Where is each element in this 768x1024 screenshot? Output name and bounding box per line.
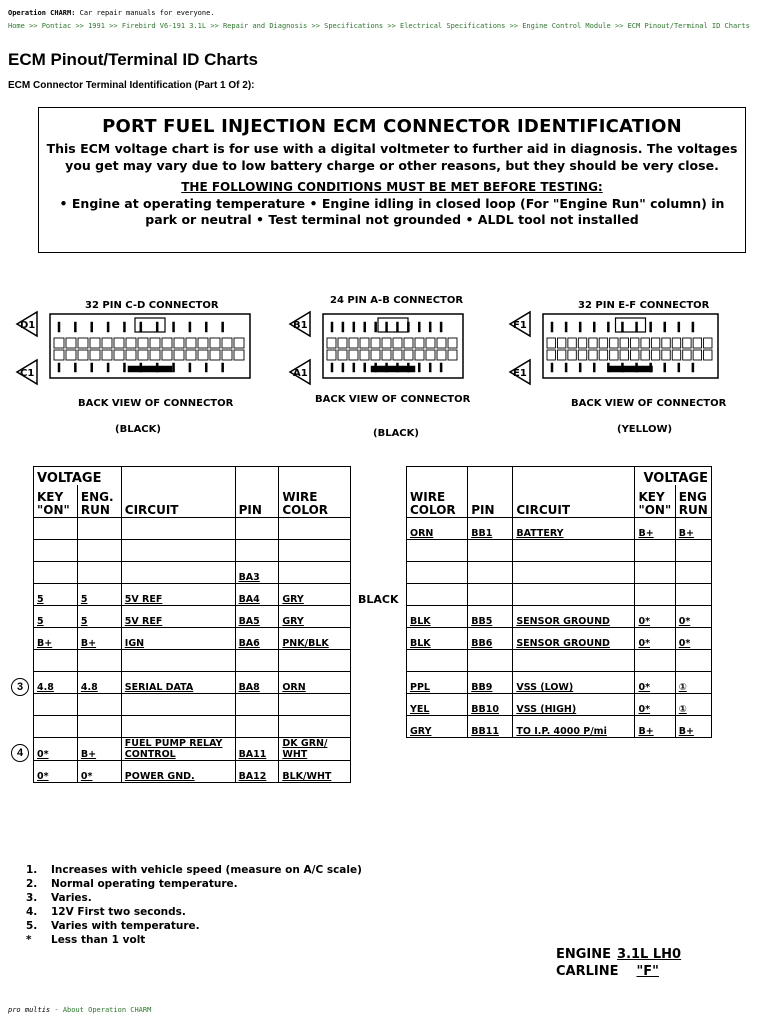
cell-text: POWER GND. [124, 771, 195, 782]
cell-text: B+ [678, 528, 694, 539]
table-cell [407, 672, 468, 694]
table-cell [77, 628, 121, 650]
connector-caption: BACK VIEW OF CONNECTOR [571, 398, 727, 409]
breadcrumb-link[interactable]: Electrical Specifications [400, 22, 506, 30]
table-cell [77, 672, 121, 694]
breadcrumb-sep: >> [206, 22, 223, 30]
note-text: 12V First two seconds. [51, 906, 186, 918]
cell-text: ① [678, 704, 687, 715]
connector-color: (BLACK) [115, 424, 161, 435]
connector-title: 24 PIN A-B CONNECTOR [330, 295, 464, 306]
cell-text: DK GRN/ WHT [282, 738, 328, 760]
table-cell [468, 716, 513, 738]
header-spacer [235, 467, 279, 486]
table-cell [513, 628, 635, 650]
table-cell [279, 628, 351, 650]
table-cell [675, 584, 711, 606]
table-cell [235, 694, 279, 716]
header-spacer [121, 467, 235, 486]
cell-text: ORN [410, 528, 434, 539]
table-row [34, 518, 351, 540]
table-cell [77, 738, 121, 761]
table-cell [513, 562, 635, 584]
cell-text: 0* [80, 771, 93, 782]
cell-text: B+ [37, 638, 53, 649]
table-cell [279, 738, 351, 761]
table-row [34, 650, 351, 672]
cell-text: 5 [37, 616, 44, 627]
cell-text: BA11 [238, 749, 267, 760]
breadcrumb-sep: >> [24, 22, 42, 30]
table-cell [34, 738, 78, 761]
right-voltage-table [406, 466, 712, 738]
cell-text: BA6 [238, 638, 260, 649]
table-cell [235, 562, 279, 584]
page-title: ECM Pinout/Terminal ID Charts [8, 50, 258, 69]
table-cell [235, 716, 279, 738]
table-cell [407, 584, 468, 606]
table-cell [279, 650, 351, 672]
connector-color: (YELLOW) [617, 424, 673, 435]
cell-text: YEL [410, 704, 430, 715]
table-row [34, 738, 351, 761]
table-cell [34, 650, 78, 672]
table-cell [513, 650, 635, 672]
table-cell [235, 540, 279, 562]
table-cell [675, 540, 711, 562]
site-tagline: Car repair manuals for everyone. [79, 9, 215, 17]
connector-pin-label: C1 [20, 368, 35, 379]
table-row [34, 761, 351, 783]
breadcrumb-link[interactable]: 1991 [88, 22, 105, 30]
table-cell [675, 694, 711, 716]
breadcrumb-link[interactable]: Specifications [324, 22, 384, 30]
table-row [34, 716, 351, 738]
cell-text: BATTERY [516, 528, 564, 539]
table-cell [468, 584, 513, 606]
cell-text: 5 [80, 594, 88, 605]
note-number: 3. [26, 892, 38, 904]
cell-text: BB5 [471, 616, 493, 627]
header-spacer [468, 467, 513, 486]
table-cell [77, 761, 121, 783]
note-number: 1. [26, 864, 38, 876]
table-row [407, 716, 712, 738]
table-row [407, 540, 712, 562]
table-cell [675, 650, 711, 672]
cell-text: SENSOR GROUND [516, 638, 610, 649]
column-header: CIRCUIT [121, 485, 235, 518]
breadcrumb-sep: >> [610, 22, 628, 30]
table-cell [121, 584, 235, 606]
table-cell [468, 606, 513, 628]
table-cell [34, 716, 78, 738]
header-spacer [407, 467, 468, 486]
table-row [34, 672, 351, 694]
table-cell [279, 672, 351, 694]
table-row [407, 562, 712, 584]
cell-text: 0* [37, 771, 49, 782]
note-text: Normal operating temperature. [51, 878, 238, 890]
breadcrumb-link[interactable]: Engine Control Module [522, 22, 611, 30]
cell-text: ① [678, 682, 687, 693]
breadcrumb-sep: >> [505, 22, 523, 30]
column-header: PIN [235, 485, 279, 518]
table-cell [468, 694, 513, 716]
cell-text: B+ [80, 749, 97, 760]
header-spacer [513, 467, 635, 486]
column-header: WIRE COLOR [279, 485, 351, 518]
cell-text: GRY [410, 726, 432, 737]
black-label: BLACK [358, 593, 399, 606]
table-cell [635, 540, 675, 562]
cell-text: SENSOR GROUND [516, 616, 610, 627]
cell-text: PNK/BLK [282, 638, 329, 649]
table-row [407, 628, 712, 650]
site-header [8, 9, 215, 17]
table-cell [235, 628, 279, 650]
left-voltage-table [33, 466, 351, 783]
table-row [34, 606, 351, 628]
table-header-row [34, 485, 351, 518]
cell-text: B+ [638, 726, 654, 737]
note-text: Varies with temperature. [51, 920, 200, 932]
table-cell [121, 606, 235, 628]
voltage-header: VOLTAGE [635, 467, 712, 486]
table-cell [235, 518, 279, 540]
table-row [407, 518, 712, 540]
table-cell [77, 650, 121, 672]
table-cell [468, 518, 513, 540]
table-cell [513, 606, 635, 628]
table-row [407, 650, 712, 672]
cell-text: BA12 [238, 771, 267, 782]
table-cell [513, 584, 635, 606]
table-cell [468, 650, 513, 672]
column-header: WIRE COLOR [407, 485, 468, 518]
table-cell [121, 694, 235, 716]
note-marker-3: 3 [11, 678, 29, 696]
table-cell [34, 584, 78, 606]
table-cell [34, 672, 78, 694]
note-item [26, 906, 362, 920]
table-cell [635, 562, 675, 584]
cell-text: IGN [124, 638, 145, 649]
table-cell [675, 606, 711, 628]
cell-text: 0* [37, 749, 49, 760]
connector-caption: BACK VIEW OF CONNECTOR [78, 398, 234, 409]
table-row [407, 672, 712, 694]
table-cell [34, 562, 78, 584]
table-cell [235, 650, 279, 672]
cell-text: BB9 [471, 682, 493, 693]
table-cell [279, 584, 351, 606]
breadcrumb-link[interactable]: Repair and Diagnosis [222, 22, 308, 30]
carline-label: CARLINE [556, 964, 619, 979]
cell-text: B+ [638, 528, 654, 539]
cell-text: 4.8 [80, 682, 98, 693]
table-header-row [34, 467, 351, 486]
cell-text: BB10 [471, 704, 499, 715]
box-para-2: you get may vary due to low battery charge or other reasons, but they should be very close. [65, 158, 719, 173]
cell-text: BB11 [471, 726, 499, 737]
table-cell [513, 672, 635, 694]
cell-text: VSS (LOW) [516, 682, 574, 693]
cell-text: 5 [80, 616, 88, 627]
table-cell [675, 716, 711, 738]
breadcrumb [8, 22, 750, 30]
breadcrumb-sep: >> [307, 22, 325, 30]
cell-text: BB6 [471, 638, 493, 649]
table-cell [675, 628, 711, 650]
cell-text: GRY [282, 594, 304, 605]
table-cell [675, 562, 711, 584]
table-cell [77, 562, 121, 584]
table-cell [513, 540, 635, 562]
table-cell [513, 716, 635, 738]
voltage-header: VOLTAGE [34, 467, 122, 486]
note-item [26, 864, 362, 878]
column-header: ENG. RUN [77, 485, 121, 518]
table-cell [675, 518, 711, 540]
table-cell [468, 672, 513, 694]
connector-color: (BLACK) [373, 428, 419, 439]
table-cell [121, 738, 235, 761]
table-cell [407, 606, 468, 628]
table-cell [77, 518, 121, 540]
breadcrumb-link[interactable]: ECM Pinout/Terminal ID Charts [627, 22, 750, 30]
table-cell [468, 540, 513, 562]
table-cell [635, 650, 675, 672]
table-cell [121, 518, 235, 540]
table-cell [77, 716, 121, 738]
table-cell [235, 606, 279, 628]
table-row [34, 628, 351, 650]
table-cell [34, 518, 78, 540]
cell-text: 5V REF [124, 616, 163, 627]
table-cell [279, 518, 351, 540]
cell-text: BA5 [238, 616, 260, 627]
cell-text: 0* [678, 616, 691, 627]
footer-sep: - [54, 1006, 59, 1014]
table-cell [407, 628, 468, 650]
table-cell [407, 518, 468, 540]
table-cell [121, 716, 235, 738]
cell-text: 0* [678, 638, 691, 649]
carline-value: "F" [636, 964, 659, 979]
notes-list [26, 864, 362, 948]
note-number: 5. [26, 920, 38, 932]
column-header: KEY "ON" [635, 485, 675, 518]
cell-text: 0* [638, 638, 651, 649]
column-header: PIN [468, 485, 513, 518]
table-cell [235, 584, 279, 606]
note-item [26, 934, 362, 948]
table-cell [34, 540, 78, 562]
table-cell [279, 694, 351, 716]
cell-text: B+ [80, 638, 97, 649]
cell-text: 0* [638, 682, 651, 693]
cell-text: BLK [410, 638, 431, 649]
breadcrumb-link[interactable]: Firebird V6-191 3.1L [121, 22, 207, 30]
table-cell [513, 694, 635, 716]
table-row [34, 540, 351, 562]
table-cell [635, 716, 675, 738]
engine-info [556, 946, 681, 980]
site-name: Operation CHARM: [8, 9, 76, 17]
table-cell [675, 672, 711, 694]
table-row [34, 562, 351, 584]
table-row [407, 606, 712, 628]
cell-text: 0* [638, 616, 651, 627]
table-cell [34, 761, 78, 783]
note-text: Increases with vehicle speed (measure on A/C scale) [51, 864, 362, 876]
table-cell [235, 672, 279, 694]
table-cell [235, 738, 279, 761]
table-cell [77, 584, 121, 606]
table-cell [407, 694, 468, 716]
engine-label: ENGINE [556, 947, 612, 962]
cell-text: VSS (HIGH) [516, 704, 577, 715]
cell-text: BB1 [471, 528, 493, 539]
cell-text: TO I.P. 4000 P/mi [516, 726, 607, 737]
table-cell [635, 628, 675, 650]
note-item [26, 920, 362, 934]
connector-drawing [15, 308, 265, 388]
connector-drawing [288, 308, 478, 388]
table-cell [121, 761, 235, 783]
note-item [26, 878, 362, 892]
cell-text: BA8 [238, 682, 260, 693]
connector-pin-label: F1 [513, 320, 527, 331]
table-header-row [407, 485, 712, 518]
column-header: KEY "ON" [34, 485, 78, 518]
connector-title: 32 PIN E-F CONNECTOR [578, 300, 710, 311]
table-cell [34, 628, 78, 650]
note-item [26, 892, 362, 906]
cell-text: BLK/WHT [282, 771, 332, 782]
table-cell [635, 672, 675, 694]
connector-pin-label: D1 [20, 320, 36, 331]
table-row [407, 584, 712, 606]
cell-text: BLK [410, 616, 431, 627]
table-row [34, 584, 351, 606]
table-cell [407, 716, 468, 738]
cell-text: PPL [410, 682, 430, 693]
engine-value: 3.1L LH0 [617, 947, 682, 962]
table-cell [34, 606, 78, 628]
connector-pin-label: A1 [293, 368, 308, 379]
breadcrumb-sep: >> [104, 22, 122, 30]
table-header-row [407, 467, 712, 486]
cell-text: SERIAL DATA [124, 682, 194, 693]
cell-text: ORN [282, 682, 306, 693]
table-cell [279, 606, 351, 628]
table-cell [407, 540, 468, 562]
table-cell [279, 716, 351, 738]
note-marker-4: 4 [11, 744, 29, 762]
breadcrumb-sep: >> [71, 22, 89, 30]
table-cell [279, 761, 351, 783]
note-number: 4. [26, 906, 38, 918]
column-header: ENG RUN [675, 485, 711, 518]
table-cell [77, 540, 121, 562]
breadcrumb-link[interactable]: Home [8, 22, 25, 30]
table-cell [121, 628, 235, 650]
page-subtitle: ECM Connector Terminal Identification (Part 1 Of 2): [8, 80, 255, 91]
box-conditions-title: THE FOLLOWING CONDITIONS MUST BE MET BEFORE TESTING: [181, 180, 603, 194]
cell-text: B+ [678, 726, 694, 737]
connector-title: 32 PIN C-D CONNECTOR [85, 300, 219, 311]
footer-link[interactable]: About Operation CHARM [62, 1006, 152, 1014]
table-cell [279, 540, 351, 562]
table-cell [121, 650, 235, 672]
note-number: * [26, 934, 32, 946]
note-text: Varies. [51, 892, 92, 904]
table-cell [121, 562, 235, 584]
note-text: Less than 1 volt [51, 934, 146, 946]
cell-text: 5V REF [124, 594, 163, 605]
box-heading: PORT FUEL INJECTION ECM CONNECTOR IDENTIFICATION [102, 116, 682, 137]
cell-text: BA4 [238, 594, 260, 605]
cell-text: FUEL PUMP RELAY CONTROL [124, 738, 223, 760]
connector-drawing [508, 308, 733, 388]
table-cell [34, 694, 78, 716]
table-cell [468, 562, 513, 584]
connector-pin-label: E1 [513, 368, 527, 379]
table-cell [635, 694, 675, 716]
table-cell [279, 562, 351, 584]
cell-text: 4.8 [37, 682, 54, 693]
table-cell [635, 584, 675, 606]
box-para-1: This ECM voltage chart is for use with a digital voltmeter to further aid in diagnosis. The voltages [46, 141, 738, 156]
table-row [34, 694, 351, 716]
cell-text: 0* [638, 704, 651, 715]
table-cell [468, 628, 513, 650]
header-spacer [279, 467, 351, 486]
table-cell [235, 761, 279, 783]
cell-text: BA3 [238, 572, 260, 583]
table-cell [407, 650, 468, 672]
breadcrumb-sep: >> [383, 22, 400, 30]
table-cell [513, 518, 635, 540]
note-number: 2. [26, 878, 38, 890]
table-cell [77, 694, 121, 716]
table-cell [121, 540, 235, 562]
instructions-box [38, 107, 746, 253]
footer [8, 1006, 151, 1014]
table-row [407, 694, 712, 716]
table-cell [407, 562, 468, 584]
box-condition-2: park or neutral • Test terminal not grounded • ALDL tool not installed [145, 212, 639, 227]
box-condition-1: • Engine at operating temperature • Engine idling in closed loop (For "Engine Run" column) in [59, 196, 725, 211]
table-cell [635, 606, 675, 628]
cell-text: 5 [37, 594, 44, 605]
table-cell [121, 672, 235, 694]
table-cell [635, 518, 675, 540]
breadcrumb-link[interactable]: Pontiac [41, 22, 72, 30]
footer-credit: pro multis [8, 1006, 51, 1014]
column-header: CIRCUIT [513, 485, 635, 518]
connector-caption: BACK VIEW OF CONNECTOR [315, 394, 471, 405]
cell-text: GRY [282, 616, 304, 627]
connector-pin-label: B1 [293, 320, 308, 331]
table-cell [77, 606, 121, 628]
